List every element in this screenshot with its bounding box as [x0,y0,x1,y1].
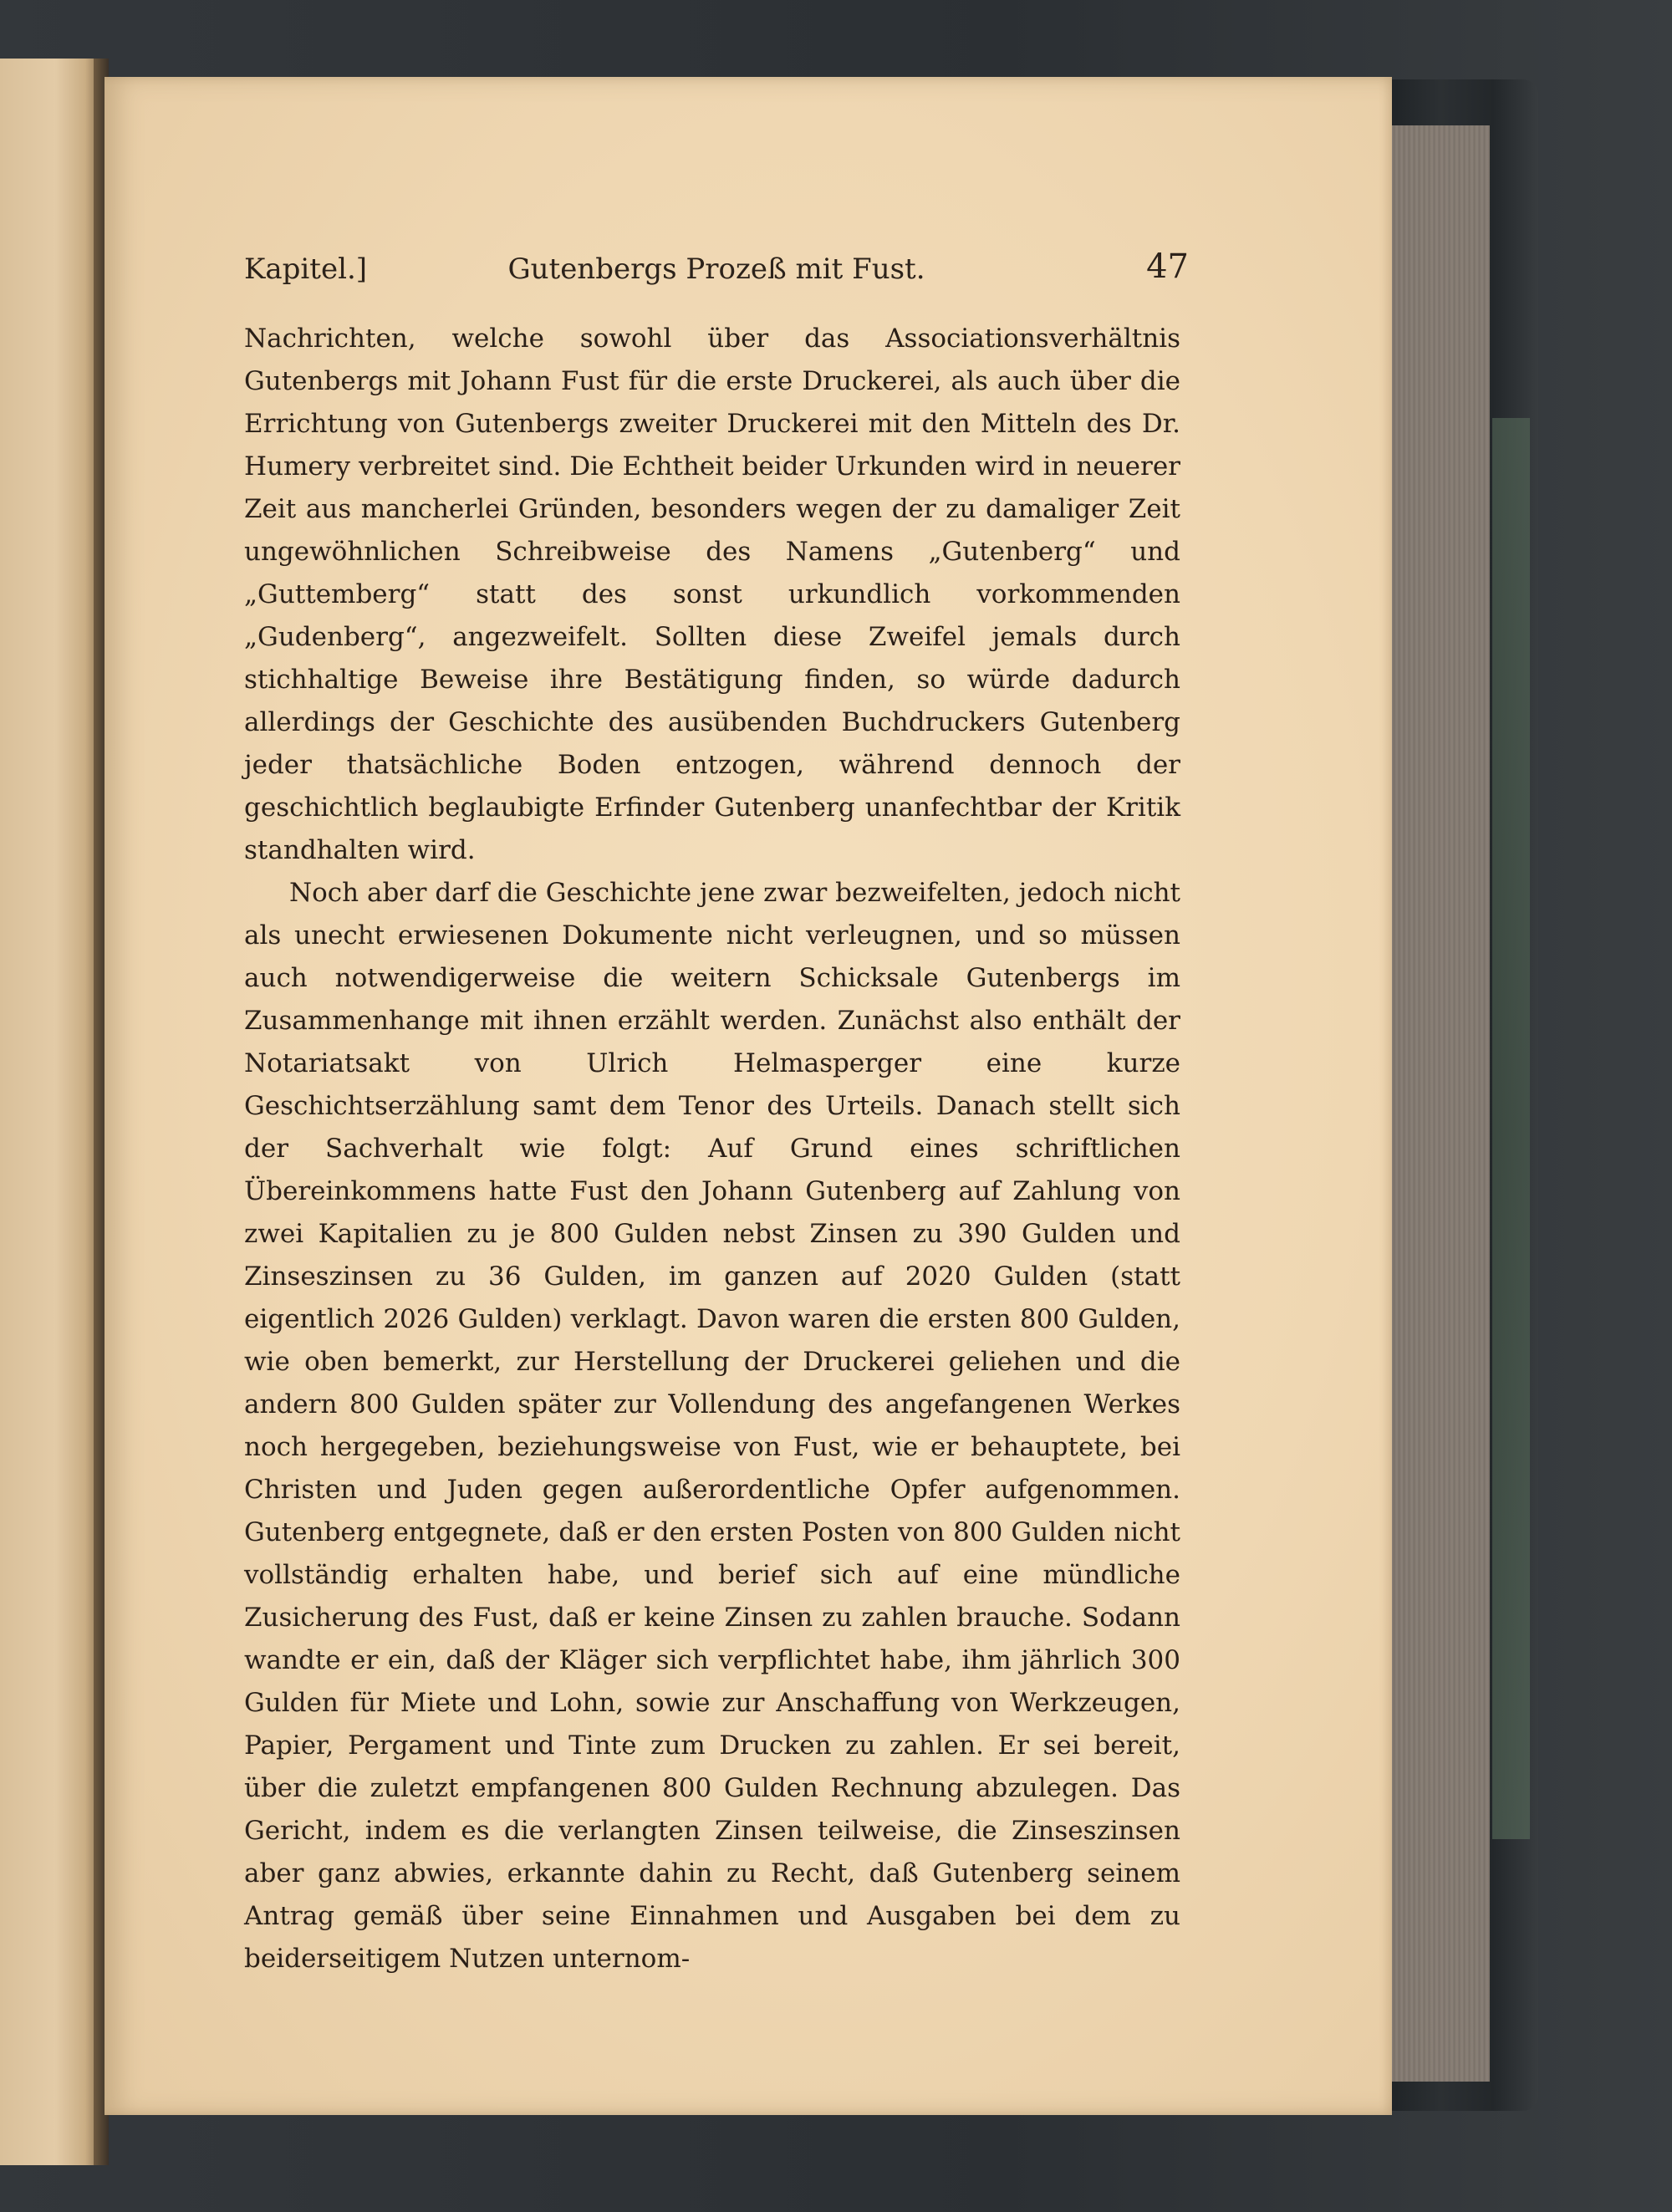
body-text [244,318,1180,1980]
facing-page-edge [0,59,100,2165]
cover-marbling [1492,418,1530,1839]
page-number: 47 [1146,247,1189,286]
paragraph-2: Noch aber darf die Geschichte jene zwar bezweifelten, jedoch nicht als unecht erwiesenen Dokumente nicht verleugnen, und so müssen auch notwendigerweise die weitern Schicksale Gutenbergs im Zusammenhange mit ihnen erzählt werden. Zunächst also enthält der Notariatsakt von Ulrich Helmasperger eine kurze Geschichtserzählung samt dem Tenor des Urteils. Danach stellt sich der Sachverhalt wie folgt: Auf Grund eines schriftlichen Übereinkommens hatte Fust den Johann Gutenberg auf Zahlung von zwei Kapitalien zu je 800 Gulden nebst Zinsen zu 390 Gulden und Zinseszinsen zu 36 Gulden, im ganzen auf 2020 Gulden (statt eigentlich 2026 Gulden) verklagt. Davon waren die ersten 800 Gulden, wie oben bemerkt, zur Herstellung der Druckerei geliehen und die andern 800 Gulden später zur Vollendung des angefangenen Werkes noch hergegeben, beziehungsweise von Fust, wie er behauptete, bei Christen und Juden gegen außerordentliche Opfer aufgenommen. Gutenberg entgegnete, daß er den ersten Posten von 800 Gulden nicht vollständig erhalten habe, und berief sich auf eine mündliche Zusicherung des Fust, daß er keine Zinsen zu zahlen brauche. Sodann wandte er ein, daß der Kläger sich verpflichtet habe, ihm jährlich 300 Gulden für Miete und Lohn, sowie zur Anschaffung von Werkzeugen, Papier, Pergament und Tinte zum Drucken zu zahlen. Er sei bereit, über die zuletzt empfangenen 800 Gulden Rechnung abzulegen. Das Gericht, indem es die verlangten Zinsen teilweise, die Zinseszinsen aber ganz abwies, erkannte dahin zu Recht, daß Gutenberg seinem Antrag gemäß über seine Einnahmen und Ausgaben bei dem zu beiderseitigem Nutzen unternom- [244,878,1180,1974]
paragraph-1: Nachrichten, welche sowohl über das Associationsverhältnis Gutenbergs mit Johann Fust für die erste Druckerei, als auch über die Errichtung von Gutenbergs zweiter Druckerei mit den Mitteln des Dr. Humery verbreitet sind. Die Echtheit beider Urkunden wird in neuerer Zeit aus mancherlei Gründen, besonders wegen der zu damaliger Zeit ungewöhnlichen Schreibweise des Namens „Gutenberg“ und „Guttemberg“ statt des sonst urkundlich vorkommenden „Gudenberg“, angezweifelt. Sollten diese Zweifel jemals durch stichhaltige Beweise ihre Bestätigung finden, so würde dadurch allerdings der Geschichte des ausübenden Buchdruckers Gutenberg jeder thatsächliche Boden entzogen, während dennoch der geschichtlich beglaubigte Erfinder Gutenberg unanfechtbar der Kritik standhalten wird. [244,324,1180,865]
chapter-marker: Kapitel.] [244,252,368,286]
running-title: Gutenbergs Prozeß mit Fust. [507,252,925,286]
page-block-edge [1389,125,1490,2082]
running-head [244,247,1189,291]
